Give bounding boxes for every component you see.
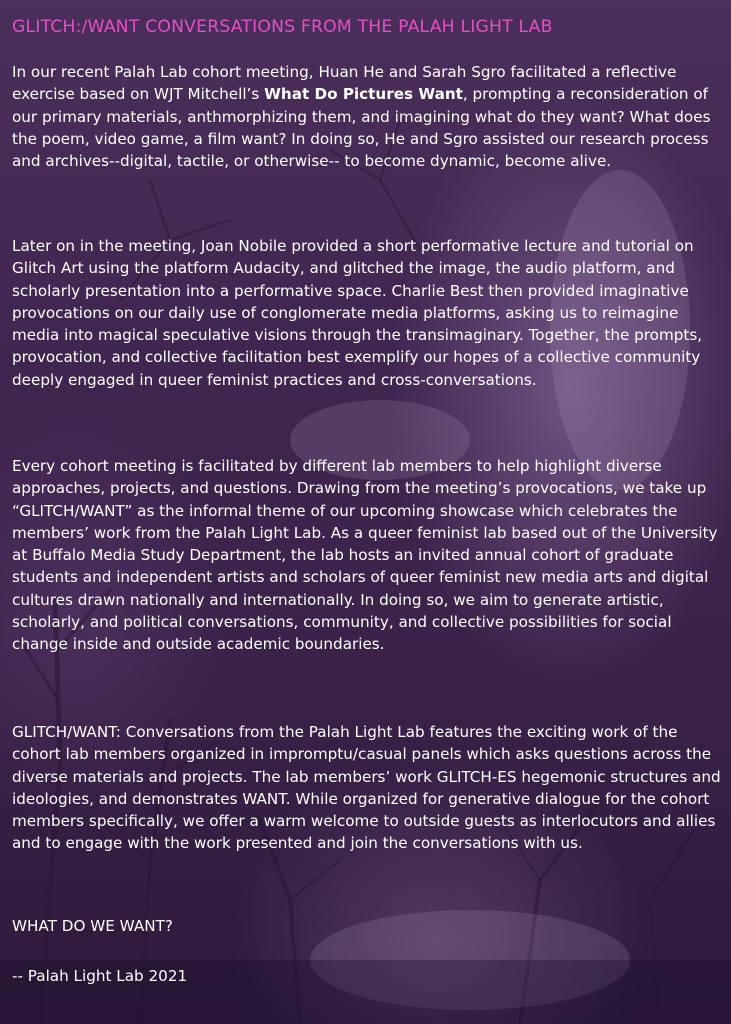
closing-question: WHAT DO WE WANT? <box>12 917 173 935</box>
paragraph-intro <box>12 61 722 172</box>
book-title-bold: What Do Pictures Want <box>264 85 463 104</box>
intro-text-end: , prompting a reconsideration of our primary materials, anthmorphizing them, and imagining what do they want? What does the poem, video game, a film want? In doing so, He and Sgro assisted our research process and archives--digital, tactile, or otherwise-- to become dynamic, become alive. <box>12 85 711 171</box>
paragraph-meeting: Later on in the meeting, Joan Nobile provided a short performative lecture and tutorial on Glitch Art using the platform Audacity, and glitched the image, the audio platform, and scholarly presentation into a performative space. Charlie Best then provided imaginative provocations on our daily use of conglomerate media platforms, asking us to reimagine media into magical speculative visions through the transimaginary. Together, the prompts, provocation, and collective facilitation best exemplify our hopes of a collective community deeply engaged in queer feminist practices and cross-conversations. <box>12 237 703 389</box>
paragraph-cohort: Every cohort meeting is facilitated by different lab members to help highlight diverse approaches, projects, and questions. Drawing from the meeting’s provocations, we take up “GLITCH/WANT” as the informal theme of our upcoming showcase which celebrates the members’ work from the Palah Light Lab. As a queer feminist lab based out of the University at Buffalo Media Study Department, the lab hosts an invited annual cohort of graduate students and independent artists and scholars of queer feminist new media arts and digital cultures drawn nationally and internationally. In doing so, we aim to generate artistic, scholarly, and political conversations, community, and collective possibilities for social change inside and outside academic boundaries. <box>12 457 718 654</box>
signature: -- Palah Light Lab 2021 <box>12 967 188 985</box>
intro-text-start: In our recent Palah Lab cohort meeting, Huan He and Sarah Sgro facilitated a reflective exercise based on WJT Mitchell’s <box>12 63 677 104</box>
page-title: GLITCH:/WANT CONVERSATIONS FROM THE PALAH LIGHT LAB <box>12 17 553 37</box>
paragraph-showcase: GLITCH/WANT: Conversations from the Palah Light Lab features the exciting work of the cohort lab members organized in impromptu/casual panels which asks questions across the diverse materials and projects. The lab members’ work GLITCH-ES hegemonic structures and ideologies, and demonstrates WANT. While organized for generative dialogue for the cohort members specifically, we offer a warm welcome to outside guests as interlocutors and allies and to engage with the work presented and join the conversations with us. <box>12 723 721 853</box>
